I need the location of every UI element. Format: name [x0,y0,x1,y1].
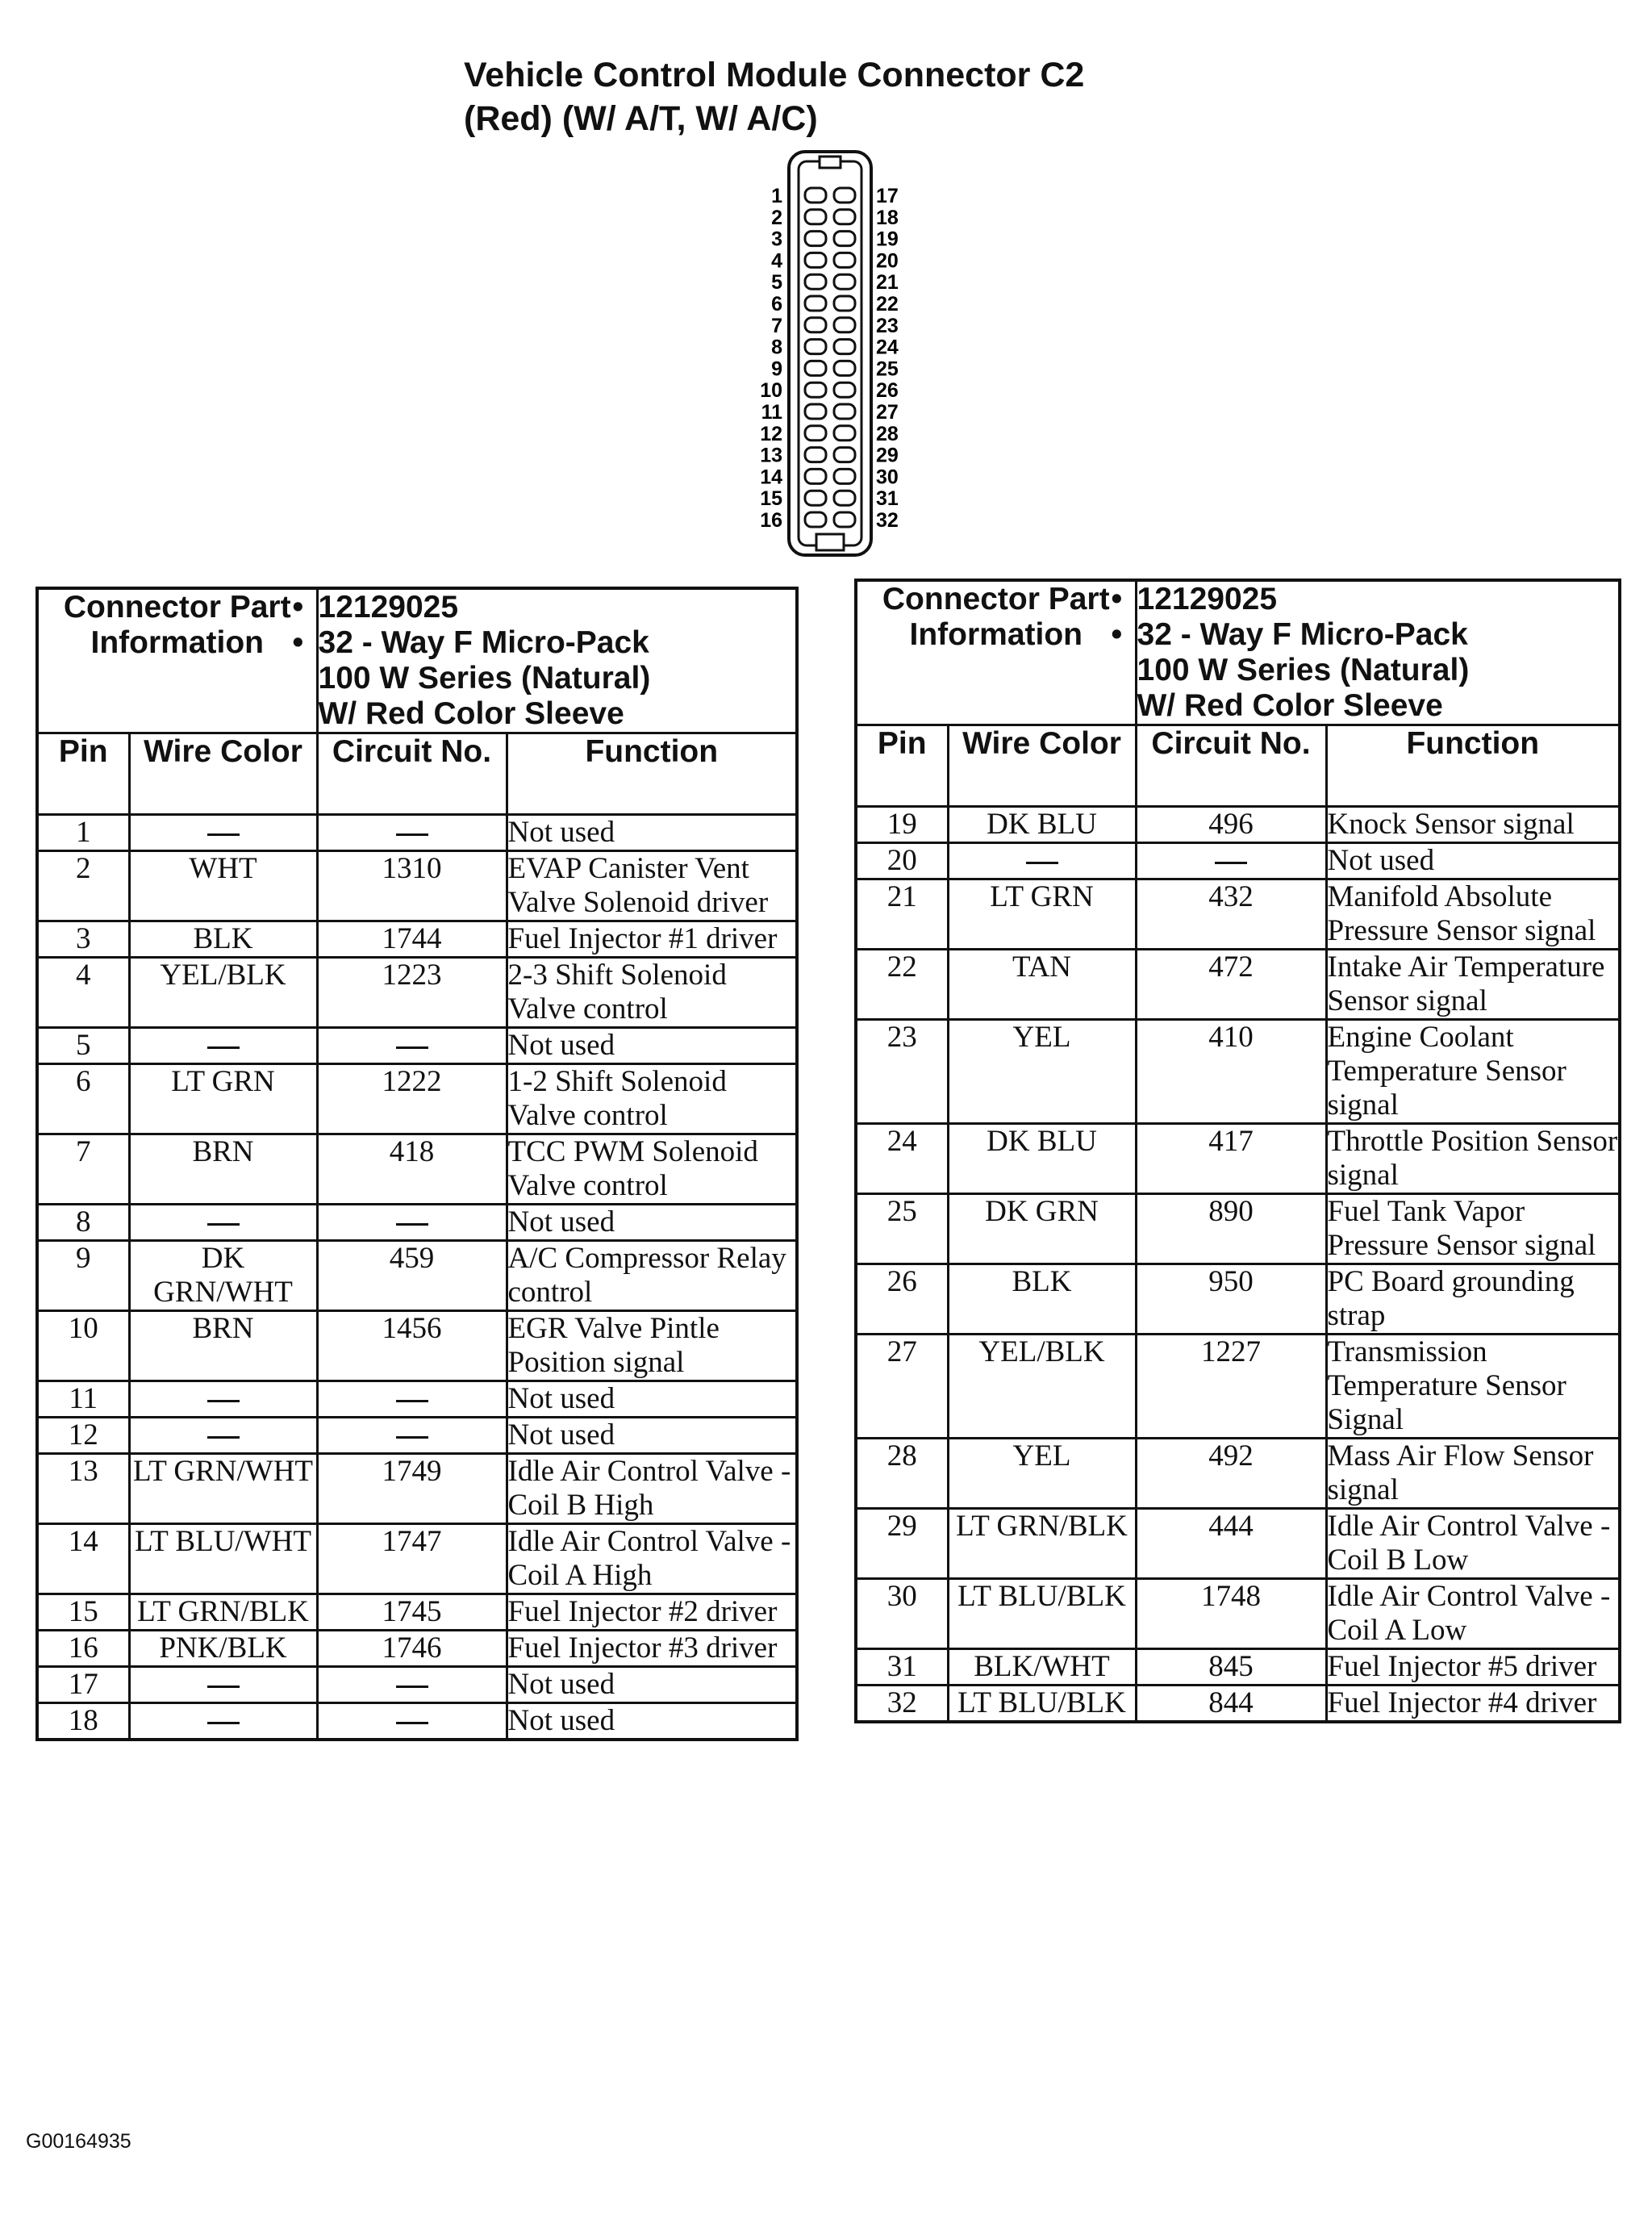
empty-value-dash [396,1686,428,1688]
col-header-pin: Pin [856,725,948,807]
pin-cell: 7 [37,1134,129,1205]
table-row [37,1064,797,1134]
pin-cell: 31 [856,1649,948,1686]
function-cell: Engine Coolant Temperature Sensor signal [1326,1020,1620,1124]
table-row [37,1454,797,1524]
wire-color-cell: BRN [129,1311,317,1381]
wire-color-cell: LT GRN [129,1064,317,1134]
connector-description-line: 32 - Way F Micro-Pack [318,625,649,660]
pin-cavity [805,448,826,462]
connector-info-details: • 12129025 • 32 - Way F Micro-Pack 100 W Series (Natural) W/ Red Color Sleeve [317,588,797,733]
pin-number-label: 15 [760,487,782,511]
table-row [37,1205,797,1241]
pin-number-label: 31 [876,487,899,511]
circuit-cell: 844 [1136,1686,1326,1723]
table-row [856,1686,1620,1723]
circuit-cell: 492 [1136,1439,1326,1509]
empty-value-dash [207,1400,240,1402]
pin-number-label: 11 [761,401,782,424]
function-cell: EVAP Canister Vent Valve Solenoid driver [507,851,797,921]
wire-color-cell: LT GRN [948,879,1136,950]
col-header-function: Function [507,733,797,815]
pin-cell: 19 [856,807,948,843]
empty-value-dash [207,833,240,836]
function-cell: PC Board grounding strap [1326,1264,1620,1335]
pin-cavity [805,404,826,419]
pin-number-label: 9 [771,357,782,381]
table-row [37,1418,797,1454]
empty-value-dash [207,1722,240,1724]
function-cell: EGR Valve Pintle Position signal [507,1311,797,1381]
table-row [856,1124,1620,1194]
pin-cavity [834,210,855,224]
wire-color-cell: TAN [948,950,1136,1020]
pin-cell: 4 [37,958,129,1028]
wire-color-cell [129,1028,317,1064]
diagram-title [464,53,1351,140]
wire-color-cell: YEL [948,1439,1136,1509]
circuit-cell [317,1028,507,1064]
wire-color-cell: LT GRN/BLK [129,1594,317,1631]
pin-cavity [805,296,826,311]
pin-cavity [805,382,826,397]
function-cell: Not used [507,1703,797,1740]
circuit-cell: 410 [1136,1020,1326,1124]
connector-face-drawing [742,150,920,557]
wire-color-cell [129,815,317,851]
wire-color-cell: LT BLU/BLK [948,1686,1136,1723]
pin-cavity [805,253,826,267]
function-cell: 1-2 Shift Solenoid Valve control [507,1064,797,1134]
function-cell: Fuel Injector #5 driver [1326,1649,1620,1686]
circuit-cell: 444 [1136,1509,1326,1579]
table-row [856,950,1620,1020]
circuit-cell [1136,843,1326,879]
circuit-cell: 1310 [317,851,507,921]
function-cell: Idle Air Control Valve - Coil A High [507,1524,797,1594]
circuit-cell: 1747 [317,1524,507,1594]
table-row [37,921,797,958]
empty-value-dash [207,1436,240,1439]
pin-number-label: 26 [876,379,899,403]
pin-cavity [834,253,855,267]
function-cell: Fuel Tank Vapor Pressure Sensor signal [1326,1194,1620,1264]
pin-cavity [834,318,855,332]
pin-number-label: 18 [876,206,899,229]
pin-cavity [834,361,855,375]
table-row [856,1194,1620,1264]
pin-cell: 17 [37,1667,129,1703]
pin-number-label: 16 [760,509,782,532]
table-row [856,1439,1620,1509]
table-row [37,1594,797,1631]
pin-cell: 18 [37,1703,129,1740]
table-row [856,843,1620,879]
circuit-cell: 418 [317,1134,507,1205]
pin-cavity [805,274,826,289]
empty-value-dash [207,1686,240,1688]
pin-cell: 24 [856,1124,948,1194]
pin-cell: 28 [856,1439,948,1509]
pin-cavity [805,361,826,375]
pin-number-label: 14 [760,466,782,489]
pin-cell: 3 [37,921,129,958]
circuit-cell: 1227 [1136,1335,1326,1439]
col-header-wire-color: Wire Color [129,733,317,815]
connector-description-line: 32 - Way F Micro-Pack [1137,617,1468,652]
pin-cavity [805,426,826,441]
table-row [856,1020,1620,1124]
connector-info-row [37,588,797,733]
pin-cavity [834,469,855,483]
pin-cell: 21 [856,879,948,950]
table-row [37,815,797,851]
function-cell: Mass Air Flow Sensor signal [1326,1439,1620,1509]
pin-cavity [834,491,855,505]
pin-cell: 15 [37,1594,129,1631]
wire-color-cell [948,843,1136,879]
pin-cavity [805,340,826,354]
function-cell: Transmission Temperature Sensor Signal [1326,1335,1620,1439]
function-cell: Fuel Injector #3 driver [507,1631,797,1667]
circuit-cell: 890 [1136,1194,1326,1264]
wire-color-cell [129,1205,317,1241]
pinout-table-right [854,579,1621,1723]
pin-cavity [805,491,826,505]
function-cell: Fuel Injector #2 driver [507,1594,797,1631]
pin-cell: 10 [37,1311,129,1381]
pin-cell: 11 [37,1381,129,1418]
pinout-table-left [35,587,799,1741]
wire-color-cell: LT BLU/WHT [129,1524,317,1594]
circuit-cell: 1746 [317,1631,507,1667]
function-cell: Not used [507,1205,797,1241]
pin-cell: 26 [856,1264,948,1335]
pin-number-label: 21 [876,271,899,295]
function-cell: Not used [507,815,797,851]
function-cell: Not used [507,1381,797,1418]
wire-color-cell [129,1418,317,1454]
wire-color-cell [129,1381,317,1418]
table-row [37,1631,797,1667]
function-cell: Knock Sensor signal [1326,807,1620,843]
empty-value-dash [396,1436,428,1439]
wire-color-cell: BLK [129,921,317,958]
pin-number-label: 20 [876,249,899,273]
pin-number-label: 13 [760,444,782,467]
table-row [856,807,1620,843]
table-row [37,1381,797,1418]
function-cell: Not used [507,1028,797,1064]
table-row [37,958,797,1028]
wire-color-cell: YEL/BLK [948,1335,1136,1439]
pin-number-label: 32 [876,509,899,532]
circuit-cell [317,1703,507,1740]
wire-color-cell: PNK/BLK [129,1631,317,1667]
connector-description-line: 100 W Series (Natural) [318,661,651,696]
table-row [856,879,1620,950]
pin-cell: 9 [37,1241,129,1311]
function-cell: Manifold Absolute Pressure Sensor signal [1326,879,1620,950]
table-row [37,1028,797,1064]
empty-value-dash [396,1400,428,1402]
circuit-cell: 472 [1136,950,1326,1020]
pin-cell: 8 [37,1205,129,1241]
pin-number-label: 12 [760,422,782,445]
pin-number-label: 3 [771,228,782,251]
pin-cavity [834,426,855,441]
pin-number-label: 6 [771,293,782,315]
wire-color-cell: DK GRN/WHT [129,1241,317,1311]
circuit-cell: 1748 [1136,1579,1326,1649]
table-row [37,1311,797,1381]
empty-value-dash [396,1722,428,1724]
wire-color-cell [129,1667,317,1703]
circuit-cell: 432 [1136,879,1326,950]
function-cell: Fuel Injector #1 driver [507,921,797,958]
pin-cell: 16 [37,1631,129,1667]
pin-number-label: 10 [760,379,782,403]
pin-number-label: 17 [876,185,899,207]
circuit-cell: 1456 [317,1311,507,1381]
wire-color-cell: BLK/WHT [948,1649,1136,1686]
empty-value-dash [1215,862,1247,864]
pin-number-label: 2 [771,206,782,229]
pin-cavity [805,188,826,203]
pin-cavity [805,512,826,527]
table-row [856,1335,1620,1439]
table-row [856,1649,1620,1686]
title-line-2: (Red) (W/ A/T, W/ A/C) [464,99,818,138]
circuit-cell: 1222 [317,1064,507,1134]
pin-number-label: 24 [876,336,899,359]
pin-cell: 20 [856,843,948,879]
pin-cavity [805,469,826,483]
empty-value-dash [396,833,428,836]
pin-cell: 2 [37,851,129,921]
wire-color-cell: BRN [129,1134,317,1205]
col-header-circuit: Circuit No. [1136,725,1326,807]
pin-cell: 25 [856,1194,948,1264]
pin-number-label: 23 [876,314,899,337]
circuit-cell: 1223 [317,958,507,1028]
function-cell: Not used [507,1418,797,1454]
circuit-cell [317,815,507,851]
function-cell: Fuel Injector #4 driver [1326,1686,1620,1723]
empty-value-dash [207,1223,240,1226]
pin-number-label: 4 [771,249,782,273]
pin-cell: 6 [37,1064,129,1134]
function-cell: Idle Air Control Valve - Coil A Low [1326,1579,1620,1649]
pin-number-label: 25 [876,357,899,381]
pin-cavity [834,274,855,289]
function-cell: Not used [1326,843,1620,879]
pin-cell: 27 [856,1335,948,1439]
connector-description [319,625,796,732]
empty-value-dash [396,1046,428,1049]
title-line-1: Vehicle Control Module Connector C2 [464,56,1085,94]
pin-number-label: 27 [876,401,899,424]
connector-info-details: • 12129025 • 32 - Way F Micro-Pack 100 W Series (Natural) W/ Red Color Sleeve [1136,580,1620,725]
column-header-row [856,725,1620,807]
function-cell: TCC PWM Solenoid Valve control [507,1134,797,1205]
pin-cell: 5 [37,1028,129,1064]
pin-cavity [834,188,855,203]
wire-color-cell: LT GRN/WHT [129,1454,317,1524]
table-row [37,1241,797,1311]
circuit-cell: 1749 [317,1454,507,1524]
pin-cavity [834,382,855,397]
pin-number-label: 7 [771,314,782,337]
table-row [37,1524,797,1594]
circuit-cell [317,1205,507,1241]
circuit-cell: 417 [1136,1124,1326,1194]
connector-info-label: Connector Part Information [856,580,1136,725]
circuit-cell: 459 [317,1241,507,1311]
column-header-row [37,733,797,815]
figure-id: G00164935 [26,2130,131,2153]
col-header-pin: Pin [37,733,129,815]
connector-description-line: W/ Red Color Sleeve [1137,688,1443,723]
wire-color-cell: YEL/BLK [129,958,317,1028]
pin-cavity [834,340,855,354]
circuit-cell: 496 [1136,807,1326,843]
pin-cell: 23 [856,1020,948,1124]
connector-description [1137,617,1619,724]
wire-color-cell: DK GRN [948,1194,1136,1264]
pin-number-label: 1 [771,185,782,207]
pin-number-label: 5 [771,271,782,295]
col-header-function: Function [1326,725,1620,807]
wire-color-cell: LT BLU/BLK [948,1579,1136,1649]
circuit-cell: 1745 [317,1594,507,1631]
circuit-cell: 950 [1136,1264,1326,1335]
wire-color-cell: BLK [948,1264,1136,1335]
pin-cavity [805,232,826,246]
col-header-circuit: Circuit No. [317,733,507,815]
pin-cavity [805,318,826,332]
pin-number-label: 22 [876,293,899,315]
pin-cell: 14 [37,1524,129,1594]
wire-color-cell: LT GRN/BLK [948,1509,1136,1579]
table-row [37,1667,797,1703]
part-number: 12129025 [1137,582,1278,616]
connector-info-row [856,580,1620,725]
pin-cavity [834,404,855,419]
pin-cavity [834,296,855,311]
function-cell: A/C Compressor Relay control [507,1241,797,1311]
pin-cavity [805,210,826,224]
pin-number-label: 19 [876,228,899,251]
circuit-cell: 1744 [317,921,507,958]
pin-cell: 32 [856,1686,948,1723]
table-row [856,1264,1620,1335]
pin-cell: 29 [856,1509,948,1579]
wire-color-cell [129,1703,317,1740]
function-cell: Throttle Position Sensor signal [1326,1124,1620,1194]
function-cell: Not used [507,1667,797,1703]
pin-cavity [834,512,855,527]
table-row [37,851,797,921]
pin-number-label: 28 [876,422,899,445]
function-cell: 2-3 Shift Solenoid Valve control [507,958,797,1028]
table-row [856,1509,1620,1579]
table-row [37,1134,797,1205]
pin-cavity [834,232,855,246]
empty-value-dash [396,1223,428,1226]
function-cell: Idle Air Control Valve - Coil B High [507,1454,797,1524]
connector-description-line: 100 W Series (Natural) [1137,653,1470,687]
wire-color-cell: DK BLU [948,807,1136,843]
wire-color-cell: YEL [948,1020,1136,1124]
circuit-cell [317,1667,507,1703]
pin-cell: 22 [856,950,948,1020]
pin-number-label: 29 [876,444,899,467]
pin-number-label: 8 [771,336,782,359]
pin-number-label: 30 [876,466,899,489]
circuit-cell [317,1381,507,1418]
wire-color-cell: WHT [129,851,317,921]
pin-cell: 1 [37,815,129,851]
empty-value-dash [207,1046,240,1049]
table-row [37,1703,797,1740]
circuit-cell [317,1418,507,1454]
wire-color-cell: DK BLU [948,1124,1136,1194]
connector-info-label: Connector Part Information [37,588,317,733]
function-cell: Idle Air Control Valve - Coil B Low [1326,1509,1620,1579]
pin-cavity [834,448,855,462]
pin-cell: 13 [37,1454,129,1524]
circuit-cell: 845 [1136,1649,1326,1686]
col-header-wire-color: Wire Color [948,725,1136,807]
pin-cell: 12 [37,1418,129,1454]
connector-description-line: W/ Red Color Sleeve [318,696,624,731]
table-row [856,1579,1620,1649]
pin-cell: 30 [856,1579,948,1649]
empty-value-dash [1026,862,1058,864]
function-cell: Intake Air Temperature Sensor signal [1326,950,1620,1020]
part-number: 12129025 [318,590,459,625]
